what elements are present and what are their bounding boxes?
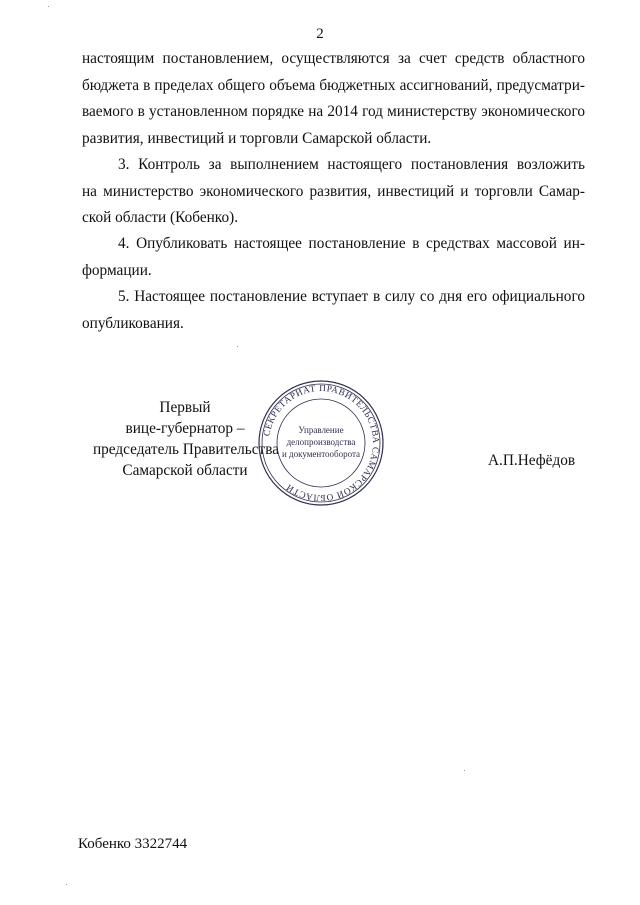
text-line: опубликования. — [82, 314, 184, 332]
paragraph-item-3 — [82, 152, 585, 232]
scan-speck — [66, 884, 67, 885]
text-line: ваемого в установленном порядке на 2014 год министерству экономического — [82, 103, 585, 120]
footer-executor: Кобенко 3322744 — [78, 836, 188, 852]
scan-speck — [48, 6, 49, 7]
paragraph-funding — [82, 46, 585, 152]
scan-speck — [464, 770, 465, 771]
seal-ring-text: СЕКРЕТАРИАТ ПРАВИТЕЛЬСТВА САМАРСКОЙ ОБЛАСТИ — [261, 382, 382, 504]
text-line: 5. Настоящее постановление вступает в силу со дня его официального — [118, 288, 585, 305]
signatory-position-line: Первый — [159, 399, 211, 416]
official-seal-stamp — [256, 378, 386, 508]
text-line: 3. Контроль за выполнением настоящего постановления возложить — [118, 156, 585, 173]
page-number: 2 — [316, 26, 324, 42]
text-line: на министерство экономического развития, инвестиций и торговли Самар- — [82, 182, 585, 200]
scan-speck — [237, 346, 238, 347]
seal-center-line: Управление — [298, 425, 344, 435]
seal-center-line: делопроизводства — [286, 437, 356, 447]
signatory-position-line: вице-губернатор – — [125, 420, 245, 437]
seal-center-line: и документооборота — [281, 449, 361, 459]
text-line: формации. — [82, 261, 152, 279]
paragraph-item-5 — [82, 284, 585, 337]
text-line: настоящим постановлением, осуществляются за счет средств областного — [82, 50, 585, 67]
text-line: ской области (Кобенко). — [82, 209, 239, 226]
text-line: 4. Опубликовать настоящее постановление в средствах массовой ин- — [118, 235, 585, 252]
text-line: развития, инвестиций и торговли Самарской области. — [82, 129, 432, 147]
signatory-position-line: председатель Правительства — [92, 441, 280, 458]
paragraph-item-4 — [82, 231, 585, 284]
signatory-position-line: Самарской области — [122, 462, 248, 479]
signer-name: А.П.Нефёдов — [488, 452, 576, 469]
text-line: бюджета в пределах общего объема бюджетных ассигнований, предусматри- — [82, 76, 585, 94]
